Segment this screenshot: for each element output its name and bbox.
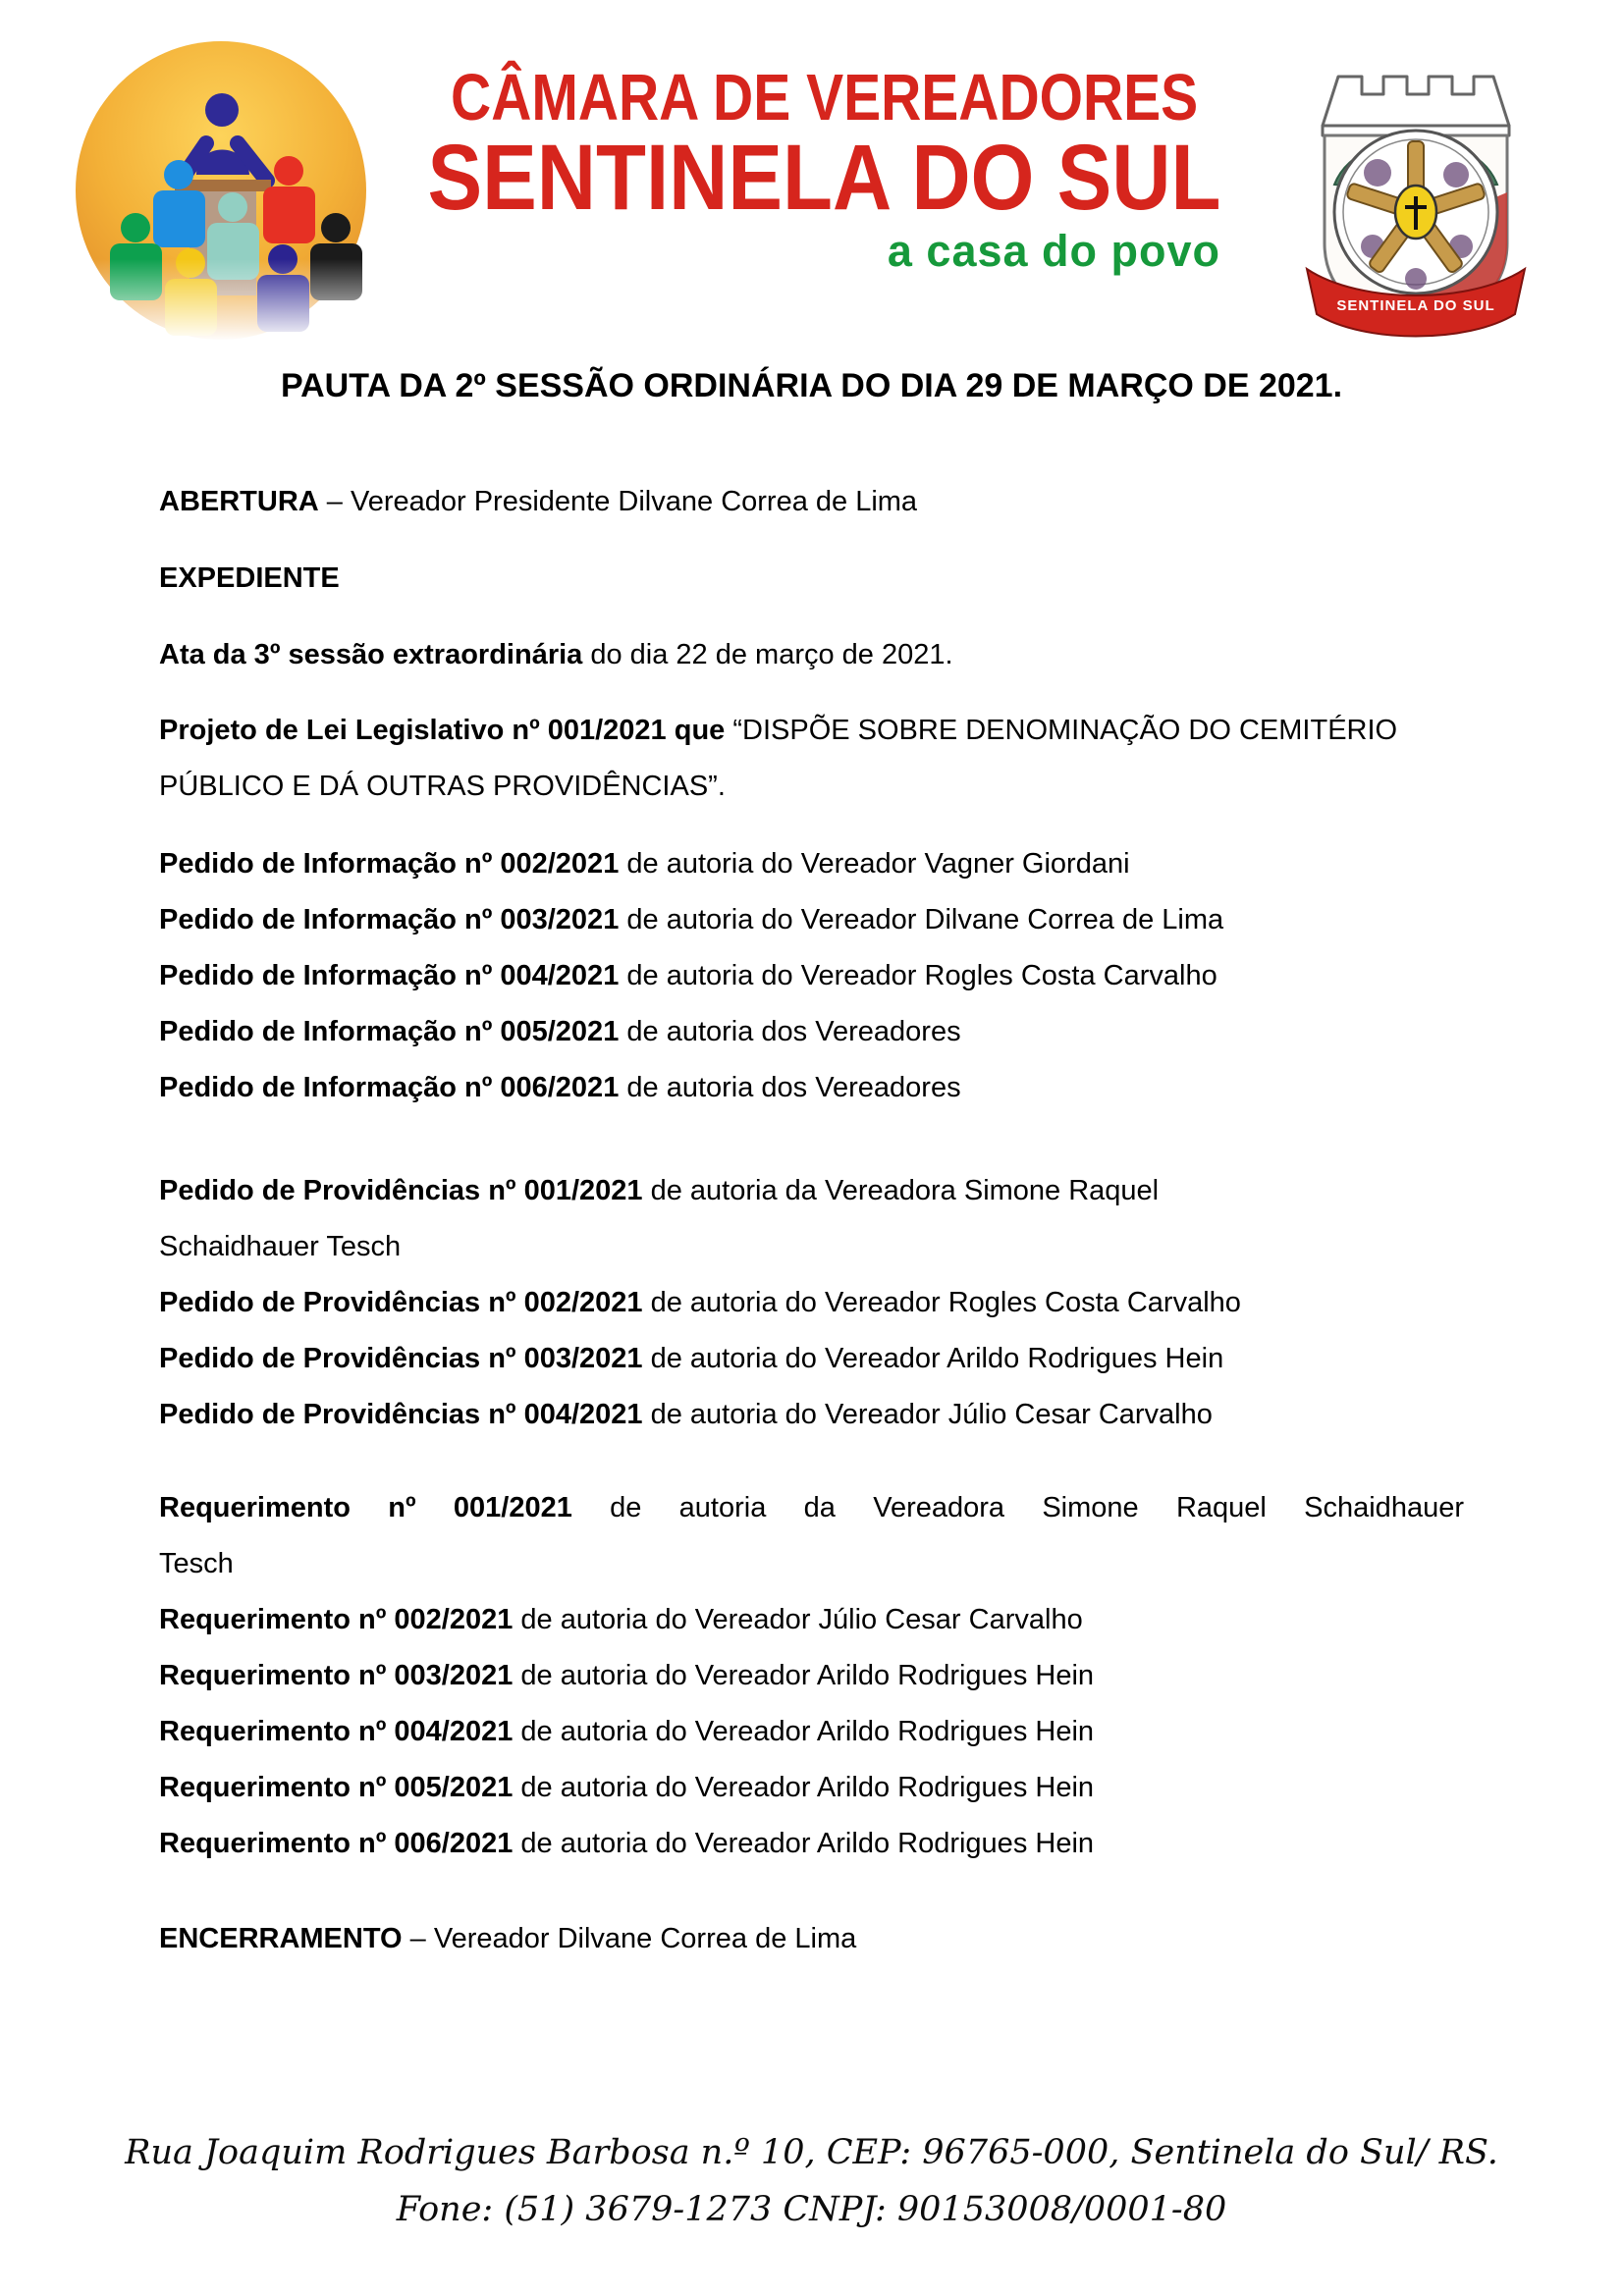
item-number: Requerimento nº 003/2021 [159,1660,514,1691]
list-item [159,1275,1464,1331]
letterhead-footer [0,2124,1623,2238]
crest-graphic [1279,35,1552,342]
requerimentos-list [159,1480,1464,1872]
item-number: Pedido de Providências nº 004/2021 [159,1399,643,1430]
ata-text: do dia 22 de março de 2021. [582,639,953,670]
projeto-line [159,703,1464,815]
item-author: de autoria do Vereador Arildo Rodrigues Hein [513,1660,1095,1691]
item-author: de autoria do Vereador Rogles Costa Carvalho [619,960,1217,991]
item-author-wrap: Schaidhauer Tesch [159,1231,402,1262]
list-item [159,1592,1464,1648]
pedidos-informacao-list [159,836,1464,1116]
item-number: Requerimento nº 001/2021 [159,1492,572,1523]
brand-line1: CÂMARA DE VEREADORES [450,60,1199,134]
item-author: de autoria do Vereador Júlio Cesar Carvalho [642,1399,1213,1430]
item-author-wrap: Tesch [159,1548,234,1579]
encerramento-label: ENCERRAMENTO [159,1923,403,1954]
projeto-label: Projeto de Lei Legislativo nº 001/2021 que [159,715,726,746]
item-author: de autoria do Vereador Arildo Rodrigues Hein [513,1716,1095,1747]
list-item [159,1816,1464,1872]
logo-fade [73,259,369,342]
projeto-text: “DISPÕE SOBRE DENOMINAÇÃO DO CEMITÉRIO PÚBLICO E DÁ OUTRAS PROVIDÊNCIAS”. [159,715,1398,802]
abertura-text: – Vereador Presidente Dilvane Correa de Lima [318,486,918,517]
page-title: PAUTA DA 2º SESSÃO ORDINÁRIA DO DIA 29 DE MARÇO DE 2021. [280,367,1343,404]
crest-crown-icon [1323,77,1509,135]
list-item [159,1648,1464,1704]
item-number: Pedido de Informação nº 002/2021 [159,848,620,880]
item-number: Requerimento nº 005/2021 [159,1772,514,1803]
footer-address: Rua Joaquim Rodrigues Barbosa n.º 10, CEP: 96765-000, Sentinela do Sul/ RS. [125,2133,1498,2172]
encerramento-line [159,1911,1464,1967]
brand-tagline: a casa do povo [887,226,1220,276]
item-author: de autoria do Vereador Vagner Giordani [619,848,1130,880]
encerramento-text: – Vereador Dilvane Correa de Lima [402,1923,857,1954]
expediente-line [159,551,1464,607]
item-number: Pedido de Providências nº 003/2021 [159,1343,643,1374]
item-author: de autoria dos Vereadores [619,1016,961,1047]
item-author: de autoria do Vereador Rogles Costa Carvalho [642,1287,1241,1318]
list-item [159,1760,1464,1816]
item-author: de autoria dos Vereadores [619,1072,961,1103]
item-author: de autoria do Vereador Arildo Rodrigues Hein [513,1828,1095,1859]
brand-text [369,35,1279,277]
item-author: de autoria da Vereadora Simone Raquel [642,1175,1160,1206]
council-logo-graphic [73,35,369,342]
list-item [159,1004,1464,1060]
item-number: Requerimento nº 004/2021 [159,1716,514,1747]
item-author: de autoria do Vereador Júlio Cesar Carvalho [513,1604,1083,1635]
document-body [0,474,1623,1967]
item-number: Requerimento nº 006/2021 [159,1828,514,1859]
footer-contact: Fone: (51) 3679-1273 CNPJ: 90153008/0001-80 [396,2190,1227,2229]
list-item [159,1480,1464,1592]
expediente-label: EXPEDIENTE [159,562,340,594]
abertura-line [159,474,1464,530]
justified-first-line [159,1480,1464,1536]
list-item [159,1387,1464,1443]
municipal-crest [1279,35,1552,342]
list-item [159,1704,1464,1760]
list-item [159,1060,1464,1116]
council-logo [73,35,369,342]
item-number: Pedido de Informação nº 003/2021 [159,904,620,935]
abertura-label: ABERTURA [159,486,319,517]
item-number: Pedido de Informação nº 006/2021 [159,1072,620,1103]
list-item [159,1163,1464,1275]
item-author: de autoria do Vereador Arildo Rodrigues Hein [513,1772,1095,1803]
item-author: de autoria do Vereador Dilvane Correa de Lima [619,904,1224,935]
list-item [159,892,1464,948]
item-number: Pedido de Providências nº 001/2021 [159,1175,643,1206]
item-number: Pedido de Informação nº 004/2021 [159,960,620,991]
list-item [159,948,1464,1004]
ata-line [159,627,1464,683]
item-number: Pedido de Informação nº 005/2021 [159,1016,620,1047]
list-item [159,1331,1464,1387]
ata-label: Ata da 3º sessão extraordinária [159,639,583,670]
item-author: de autoria da Vereadora Simone Raquel Schaidhauer [571,1492,1464,1523]
letterhead [0,0,1623,314]
crest-ribbon-text: SENTINELA DO SUL [1336,297,1495,314]
list-item [159,836,1464,892]
pedidos-providencias-list [159,1163,1464,1443]
item-number: Pedido de Providências nº 002/2021 [159,1287,643,1318]
brand-line2: SENTINELA DO SUL [427,126,1221,231]
item-author: de autoria do Vereador Arildo Rodrigues Hein [642,1343,1224,1374]
item-number: Requerimento nº 002/2021 [159,1604,514,1635]
